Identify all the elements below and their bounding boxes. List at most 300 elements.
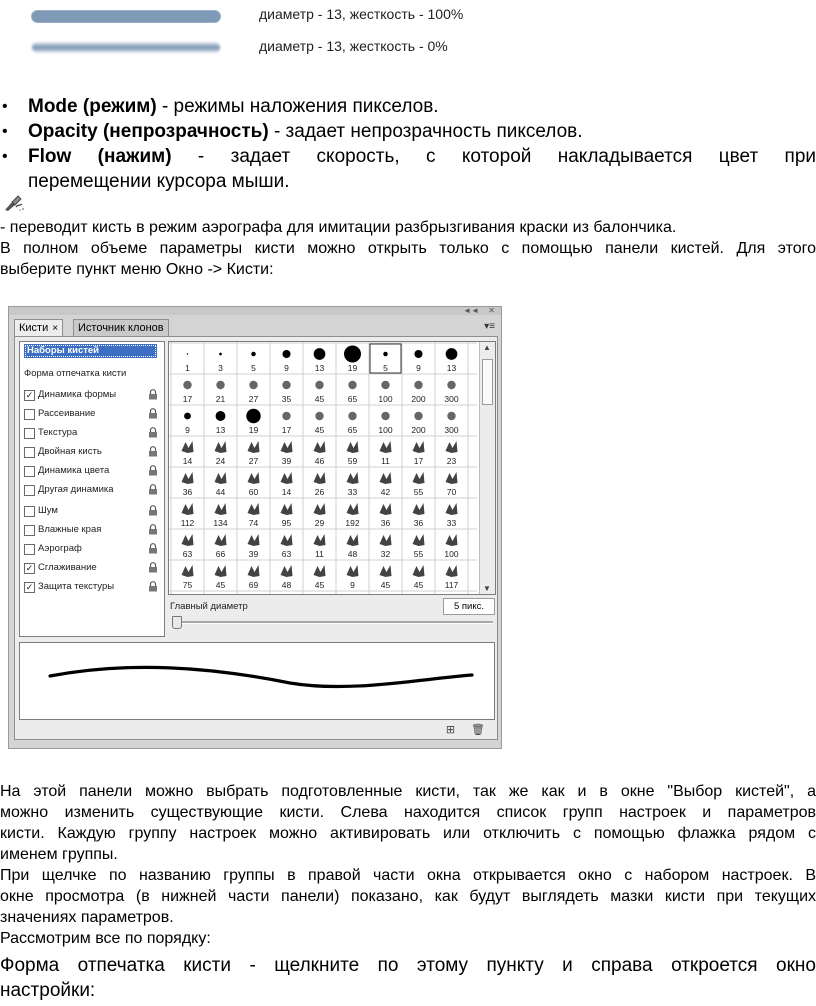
option-checkbox[interactable]: ✓ <box>25 390 34 400</box>
settings-option[interactable] <box>24 445 158 461</box>
brush-size-label: 70 <box>446 487 457 497</box>
brush-grid <box>169 342 477 594</box>
brush-tip-mark <box>281 565 293 577</box>
brush-tip-mark <box>380 503 392 515</box>
option-checkbox[interactable] <box>24 506 35 517</box>
lock-icon[interactable] <box>148 581 158 592</box>
brush-size-label: 100 <box>378 394 393 404</box>
brush-tip-mark <box>315 381 323 389</box>
brush-preset[interactable] <box>281 565 293 590</box>
settings-option[interactable] <box>24 580 158 596</box>
brush-size-label: 19 <box>347 363 358 373</box>
brush-size-label: 11 <box>315 549 324 559</box>
brush-tip-mark <box>347 503 359 515</box>
brush-tip-mark <box>182 472 194 484</box>
new-brush-icon[interactable]: ⊞ <box>445 724 456 736</box>
lock-icon[interactable] <box>148 465 158 476</box>
brush-size-label: 192 <box>345 518 360 528</box>
brush-presets-button[interactable]: Наборы кистей <box>24 344 157 358</box>
brush-preset[interactable] <box>347 472 359 497</box>
scroll-down-icon[interactable]: ▼ <box>483 584 491 593</box>
brush-size-label: 95 <box>281 518 292 528</box>
option-label: Другая динамика <box>38 484 114 495</box>
brush-preset[interactable] <box>345 503 359 528</box>
brush-tip-mark <box>183 381 191 389</box>
intro-line-1: В полном объеме параметры кисти можно открыть только с помощью панели кистей. Для этого <box>0 240 816 257</box>
brush-preset[interactable] <box>248 534 260 559</box>
brush-tip-mark <box>414 381 422 389</box>
brush-preset[interactable] <box>281 534 293 559</box>
brush-preset[interactable] <box>446 472 458 497</box>
brush-preset[interactable] <box>248 503 260 528</box>
brush-preset[interactable] <box>413 503 425 528</box>
option-label: Сглаживание <box>38 562 97 573</box>
option-checkbox[interactable]: ✓ <box>25 582 34 592</box>
brush-tip-mark <box>413 472 425 484</box>
brush-size-label: 19 <box>248 425 259 435</box>
brush-preset[interactable] <box>182 565 194 590</box>
brush-preset[interactable] <box>446 503 458 528</box>
brush-tip-mark <box>184 413 191 420</box>
airbrush-description: - переводит кисть в режим аэрографа для имитации разбрызгивания краски из балончика. <box>0 219 677 236</box>
settings-option[interactable] <box>24 504 158 520</box>
brush-size-label: 45 <box>413 580 424 590</box>
settings-option[interactable] <box>24 483 158 499</box>
brush-preset[interactable] <box>218 353 223 373</box>
brush-size-label: 39 <box>248 549 259 559</box>
brush-size-label: 48 <box>347 549 358 559</box>
list-item-opacity: • Opacity (непрозрачность) - задает непрозрачность пикселов. <box>0 119 816 144</box>
brush-preset[interactable] <box>184 413 191 435</box>
option-label: Шум <box>38 505 58 516</box>
para1-line1: На этой панели можно выбрать подготовленные кисти, так же как и в окне "Выбор кистей", а <box>0 783 816 800</box>
brush-preset[interactable] <box>414 350 422 373</box>
brush-size-label: 29 <box>314 518 325 528</box>
brush-preset[interactable] <box>315 381 325 404</box>
brush-size-label: 17 <box>413 456 424 466</box>
brush-tip-mark <box>182 534 194 546</box>
brush-preset[interactable] <box>246 409 260 435</box>
brush-preset[interactable] <box>444 381 458 404</box>
brush-size-label: 42 <box>380 487 391 497</box>
settings-option[interactable] <box>24 561 158 577</box>
lock-icon[interactable] <box>148 484 158 495</box>
lock-icon[interactable] <box>148 524 158 535</box>
brush-preset[interactable] <box>251 352 256 373</box>
brush-size-label: 27 <box>248 456 259 466</box>
brush-preset[interactable] <box>215 534 227 559</box>
master-diameter-input[interactable]: 5 пикс. <box>443 598 495 615</box>
brush-size-label: 48 <box>281 580 292 590</box>
brush-tip-mark <box>447 381 455 389</box>
close-tab-icon[interactable]: × <box>52 323 59 334</box>
brush-size-label: 27 <box>248 394 259 404</box>
brush-tip-mark <box>182 503 194 515</box>
brush-size-label: 5 <box>251 363 256 373</box>
brush-size-label: 13 <box>215 425 226 435</box>
para2-line1: При щелчке по названию группы в правой части окна открывается окно с набором настроек. В <box>0 867 816 884</box>
brush-preset[interactable] <box>411 381 425 404</box>
brush-size-label: 36 <box>182 487 193 497</box>
brush-tip-mark <box>347 472 359 484</box>
brush-size-label: 17 <box>182 394 193 404</box>
brush-tip-mark <box>182 565 194 577</box>
brush-size-label: 11 <box>381 456 390 466</box>
collapse-icon[interactable]: ◄◄ <box>463 306 479 315</box>
brush-size-label: 9 <box>350 580 355 590</box>
brush-size-label: 300 <box>444 425 459 435</box>
brush-size-label: 33 <box>347 487 358 497</box>
option-label: Влажные края <box>38 524 102 535</box>
brush-grid-scrollbar[interactable] <box>479 342 495 594</box>
brush-tip-mark <box>314 534 326 546</box>
lock-icon[interactable] <box>148 543 158 554</box>
brush-preset[interactable] <box>380 472 392 497</box>
brush-size-label: 44 <box>215 487 226 497</box>
brush-tip-mark <box>446 534 458 546</box>
brush-tip-mark <box>282 350 290 358</box>
brush-tip-mark <box>248 565 260 577</box>
hard-brush-caption: диаметр - 13, жесткость - 100% <box>259 6 464 22</box>
brush-preset[interactable] <box>281 472 293 497</box>
trash-icon[interactable]: 🗑 <box>471 724 485 736</box>
brush-size-label: 36 <box>380 518 391 528</box>
brush-tip-mark <box>348 412 356 420</box>
brush-tip-mark <box>383 352 388 357</box>
para2-line3: значениях параметров. <box>0 909 174 926</box>
brush-size-label: 117 <box>444 580 459 590</box>
brush-tip-mark <box>314 503 326 515</box>
brush-tip-shape-item[interactable]: Форма отпечатка кисти <box>24 368 127 379</box>
brush-tip-mark <box>348 381 356 389</box>
brush-tip-mark <box>246 409 260 423</box>
settings-option[interactable] <box>24 542 158 558</box>
lock-icon[interactable] <box>148 505 158 516</box>
brush-size-label: 13 <box>314 363 325 373</box>
brush-preset[interactable] <box>314 534 326 559</box>
brush-tip-mark <box>215 534 227 546</box>
brush-preset[interactable] <box>248 441 260 466</box>
brush-tip-mark <box>381 381 389 389</box>
brush-preset[interactable] <box>380 534 392 559</box>
brush-tip-mark <box>182 441 194 453</box>
brush-tip-mark <box>281 441 293 453</box>
brush-size-label: 14 <box>281 487 292 497</box>
brush-tip-mark <box>347 441 359 453</box>
option-label: Динамика цвета <box>38 465 110 476</box>
option-checkbox[interactable] <box>24 447 35 458</box>
brush-size-label: 26 <box>314 487 325 497</box>
brush-preset[interactable] <box>444 412 458 435</box>
brush-tip-mark <box>380 565 392 577</box>
brush-size-label: 32 <box>380 549 391 559</box>
brush-tip-mark <box>248 503 260 515</box>
list-item-mode: • Mode (режим) - режимы наложения пикселов. <box>0 94 816 119</box>
settings-option[interactable] <box>24 407 158 423</box>
brush-preset[interactable] <box>215 472 227 497</box>
brush-size-label: 200 <box>411 425 426 435</box>
brush-size-label: 200 <box>411 394 426 404</box>
brush-size-label: 75 <box>182 580 193 590</box>
close-panel-icon[interactable]: ✕ <box>488 306 495 315</box>
brush-size-label: 60 <box>248 487 259 497</box>
brush-preset[interactable] <box>445 565 459 590</box>
brush-preset[interactable] <box>314 441 326 466</box>
brush-tip-mark <box>215 503 227 515</box>
brush-tip-mark <box>446 503 458 515</box>
brush-preset[interactable] <box>314 348 326 373</box>
brush-preset[interactable] <box>411 412 425 435</box>
brush-tip-mark <box>314 472 326 484</box>
brush-tip-mark <box>314 348 326 360</box>
para1-line3: кисти. Каждую группу настроек можно активировать или отключить с помощью флажка рядом с <box>0 825 816 842</box>
brush-tip-mark <box>413 441 425 453</box>
soft-brush-caption: диаметр - 13, жесткость - 0% <box>259 38 448 54</box>
brush-size-label: 17 <box>281 425 292 435</box>
brush-size-label: 55 <box>413 549 424 559</box>
brush-preset[interactable] <box>182 472 194 497</box>
brush-tip-mark <box>381 412 389 420</box>
brush-preset[interactable] <box>378 412 392 435</box>
brush-tip-mark <box>413 534 425 546</box>
brush-preset[interactable] <box>347 441 359 466</box>
brush-size-label: 55 <box>413 487 424 497</box>
brush-size-label: 74 <box>248 518 259 528</box>
brush-preset[interactable] <box>344 346 361 374</box>
brush-tip-mark <box>380 534 392 546</box>
brush-tip-mark <box>446 472 458 484</box>
brush-size-label: 65 <box>347 394 358 404</box>
brush-size-label: 45 <box>215 580 226 590</box>
panel-body <box>14 336 498 740</box>
brush-tip-mark <box>347 565 359 577</box>
option-checkbox[interactable] <box>24 409 35 420</box>
brush-tip-mark <box>413 565 425 577</box>
brush-size-label: 59 <box>347 456 358 466</box>
option-label: Двойная кисть <box>38 446 102 457</box>
para1-line4: именем группы. <box>0 846 118 863</box>
brush-preset[interactable] <box>348 412 358 435</box>
brush-size-label: 33 <box>446 518 457 528</box>
brush-tip-mark <box>282 381 290 389</box>
para4-line2: настройки: <box>0 980 96 1001</box>
option-checkbox[interactable] <box>24 485 35 496</box>
brush-preset[interactable] <box>182 534 194 559</box>
master-diameter-label: Главный диаметр <box>170 601 248 612</box>
brush-tip-mark <box>282 412 290 420</box>
brush-size-label: 46 <box>314 456 325 466</box>
airbrush-icon <box>3 193 25 213</box>
brush-preset[interactable] <box>314 503 326 528</box>
brush-preset[interactable] <box>248 565 260 590</box>
hard-brush-stroke-sample <box>32 11 220 22</box>
panel-menu-icon[interactable]: ▾≡ <box>484 321 495 332</box>
brush-size-label: 13 <box>446 363 457 373</box>
brush-preset[interactable] <box>413 472 425 497</box>
brush-size-label: 24 <box>215 456 226 466</box>
settings-option[interactable] <box>24 523 158 539</box>
tab-brushes[interactable]: Кисти × <box>14 319 63 337</box>
brush-size-label: 5 <box>383 363 388 373</box>
brush-preset[interactable] <box>347 534 359 559</box>
brush-preset[interactable] <box>444 534 458 559</box>
lock-icon[interactable] <box>148 408 158 419</box>
brush-preset[interactable] <box>216 411 226 435</box>
brush-size-label: 36 <box>413 518 424 528</box>
settings-option[interactable] <box>24 426 158 442</box>
para4-line1: Форма отпечатка кисти - щелкните по этому пункту и справа откроется окно <box>0 955 816 976</box>
brush-tip-mark <box>315 412 323 420</box>
brush-tip-mark <box>215 441 227 453</box>
option-label: Аэрограф <box>38 543 82 554</box>
brush-preset[interactable] <box>213 503 227 528</box>
option-label: Динамика формы <box>38 389 117 400</box>
brush-tip-mark <box>414 412 422 420</box>
brush-preset[interactable] <box>215 565 227 590</box>
brush-size-label: 100 <box>378 425 393 435</box>
brush-preset[interactable] <box>446 348 458 373</box>
brush-tip-mark <box>314 565 326 577</box>
brush-size-label: 69 <box>248 580 259 590</box>
brush-size-label: 100 <box>444 549 459 559</box>
option-checkbox[interactable] <box>24 525 35 536</box>
brush-tip-mark <box>347 534 359 546</box>
brush-tip-mark <box>187 353 188 354</box>
brush-tip-mark <box>249 381 257 389</box>
brush-tip-mark <box>281 534 293 546</box>
brush-size-label: 39 <box>281 456 292 466</box>
tab-clone-source[interactable]: Источник клонов <box>73 319 169 337</box>
scroll-thumb[interactable] <box>482 359 493 405</box>
brush-tip-mark <box>447 412 455 420</box>
intro-line-2: выберите пункт меню Окно -> Кисти: <box>0 261 274 278</box>
brush-preset[interactable] <box>314 472 326 497</box>
brush-options-list <box>0 94 816 194</box>
brush-size-label: 112 <box>180 518 195 528</box>
brush-preset[interactable] <box>181 503 195 528</box>
brush-size-label: 9 <box>185 425 190 435</box>
brush-size-label: 300 <box>444 394 459 404</box>
brush-tip-mark <box>344 346 361 363</box>
stroke-preview <box>19 642 495 720</box>
brush-tip-mark <box>414 350 422 358</box>
brushes-panel <box>8 306 502 749</box>
brush-preset[interactable] <box>380 565 392 590</box>
brush-size-label: 66 <box>215 549 226 559</box>
brush-tip-mark <box>251 352 256 357</box>
brush-preset[interactable] <box>413 534 425 559</box>
brush-preset[interactable] <box>413 565 425 590</box>
brush-tip-mark <box>215 472 227 484</box>
lock-icon[interactable] <box>148 389 158 400</box>
brush-size-label: 45 <box>314 580 325 590</box>
brush-size-label: 65 <box>347 425 358 435</box>
brush-preset[interactable] <box>347 565 359 590</box>
brush-size-label: 63 <box>281 549 292 559</box>
brush-preset[interactable] <box>282 350 290 373</box>
lock-icon[interactable] <box>148 562 158 573</box>
list-item-flow: • Flow (нажим) - задает скорость, с которой накладывается цвет при перемещении курсора мыши. <box>0 144 816 194</box>
brush-preset[interactable] <box>281 441 293 466</box>
brush-size-label: 45 <box>314 394 325 404</box>
brush-tip-mark <box>216 411 226 421</box>
option-checkbox[interactable]: ✓ <box>25 563 34 573</box>
brush-tip-mark <box>248 472 260 484</box>
brush-size-label: 35 <box>281 394 292 404</box>
settings-option[interactable] <box>24 388 158 404</box>
brush-tip-mark <box>248 534 260 546</box>
brush-preset[interactable] <box>281 503 293 528</box>
brush-preset[interactable] <box>315 412 325 435</box>
settings-option[interactable] <box>24 464 158 480</box>
brush-preset[interactable] <box>183 381 193 404</box>
brush-tip-mark <box>380 472 392 484</box>
brush-size-label: 14 <box>182 456 193 466</box>
scroll-up-icon[interactable]: ▲ <box>483 343 491 352</box>
brush-tip-mark <box>413 503 425 515</box>
lock-icon[interactable] <box>148 427 158 438</box>
brush-preset[interactable] <box>348 381 358 404</box>
brush-size-label: 45 <box>380 580 391 590</box>
panel-title-bar <box>9 307 501 315</box>
option-label: Защита текстуры <box>38 581 115 592</box>
brush-preset[interactable] <box>314 565 326 590</box>
brush-grid-container <box>168 341 496 595</box>
brush-preset[interactable] <box>248 472 260 497</box>
para2-line2: окне просмотра (в нижней части панели) показано, как будут выглядеть мазки кисти при текущих <box>0 888 816 905</box>
brush-size-label: 23 <box>446 456 457 466</box>
brush-tip-mark <box>281 503 293 515</box>
lock-icon[interactable] <box>148 446 158 457</box>
option-checkbox[interactable] <box>24 428 35 439</box>
brush-tip-mark <box>216 381 224 389</box>
brush-tip-mark <box>281 472 293 484</box>
brush-preset[interactable] <box>215 441 227 466</box>
brush-preset[interactable] <box>380 503 392 528</box>
brush-preset[interactable] <box>185 353 190 373</box>
brush-tip-mark <box>219 353 222 356</box>
brush-preset[interactable] <box>282 412 292 435</box>
brush-preset[interactable] <box>216 381 226 404</box>
brush-preset[interactable] <box>370 344 401 373</box>
brush-preset[interactable] <box>378 381 392 404</box>
soft-brush-stroke-sample <box>32 42 220 53</box>
brush-size-label: 9 <box>416 363 421 373</box>
brush-tip-mark <box>446 441 458 453</box>
brush-preset[interactable] <box>249 381 259 404</box>
brush-tip-mark <box>446 348 458 360</box>
brush-size-label: 9 <box>284 363 289 373</box>
para1-line2: можно изменить существующие кисти. Слева находится список групп настроек и параметров <box>0 804 816 821</box>
diameter-slider-track[interactable] <box>175 621 493 624</box>
brush-size-label: 21 <box>215 394 226 404</box>
brush-preset[interactable] <box>282 381 292 404</box>
brush-preset[interactable] <box>413 441 425 466</box>
diameter-slider-thumb[interactable] <box>172 616 182 629</box>
brush-preset[interactable] <box>380 441 392 466</box>
brush-preset[interactable] <box>182 441 194 466</box>
option-checkbox[interactable] <box>24 544 35 555</box>
para3: Рассмотрим все по порядку: <box>0 930 211 947</box>
option-label: Рассеивание <box>38 408 96 419</box>
brush-size-label: 3 <box>218 363 223 373</box>
preview-stroke <box>20 643 494 719</box>
brush-tip-mark <box>446 565 458 577</box>
option-checkbox[interactable] <box>24 466 35 477</box>
brush-size-label: 134 <box>213 518 228 528</box>
brush-preset[interactable] <box>446 441 458 466</box>
panel-footer <box>430 723 485 736</box>
